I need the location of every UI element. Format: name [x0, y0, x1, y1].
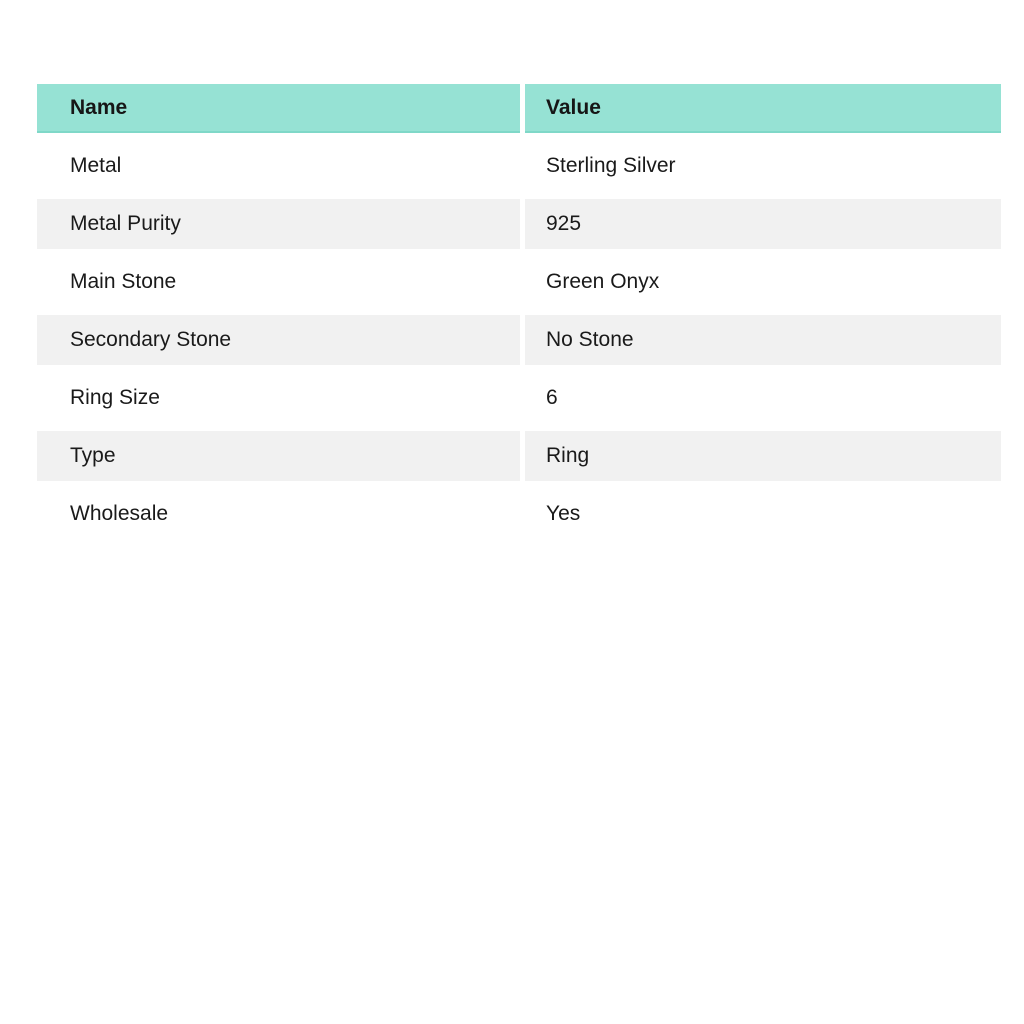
product-spec-table — [37, 84, 1001, 547]
spec-value-cell: Sterling Silver — [546, 154, 676, 177]
spec-name-cell: Metal — [70, 154, 122, 177]
column-header-value: Value — [525, 84, 1001, 133]
spec-name-cell: Type — [37, 431, 520, 481]
spec-value-cell: 925 — [525, 199, 1001, 249]
table-row — [37, 489, 1001, 539]
spec-value-cell: Yes — [546, 502, 581, 525]
spec-value-cell: No Stone — [525, 315, 1001, 365]
table-row — [37, 141, 1001, 191]
table-row — [37, 315, 1001, 365]
table-row — [37, 199, 1001, 249]
spec-name-cell: Wholesale — [70, 502, 169, 525]
spec-name-cell: Secondary Stone — [37, 315, 520, 365]
spec-value-cell: Green Onyx — [546, 270, 660, 293]
table-row — [37, 257, 1001, 307]
table-row — [37, 373, 1001, 423]
table-header-row — [37, 84, 1001, 133]
spec-value-cell: 6 — [546, 386, 558, 409]
spec-name-cell: Metal Purity — [37, 199, 520, 249]
table-body — [37, 141, 1001, 539]
table-row — [37, 431, 1001, 481]
spec-name-cell: Main Stone — [70, 270, 177, 293]
column-header-name: Name — [37, 84, 520, 133]
spec-value-cell: Ring — [525, 431, 1001, 481]
spec-name-cell: Ring Size — [70, 386, 160, 409]
